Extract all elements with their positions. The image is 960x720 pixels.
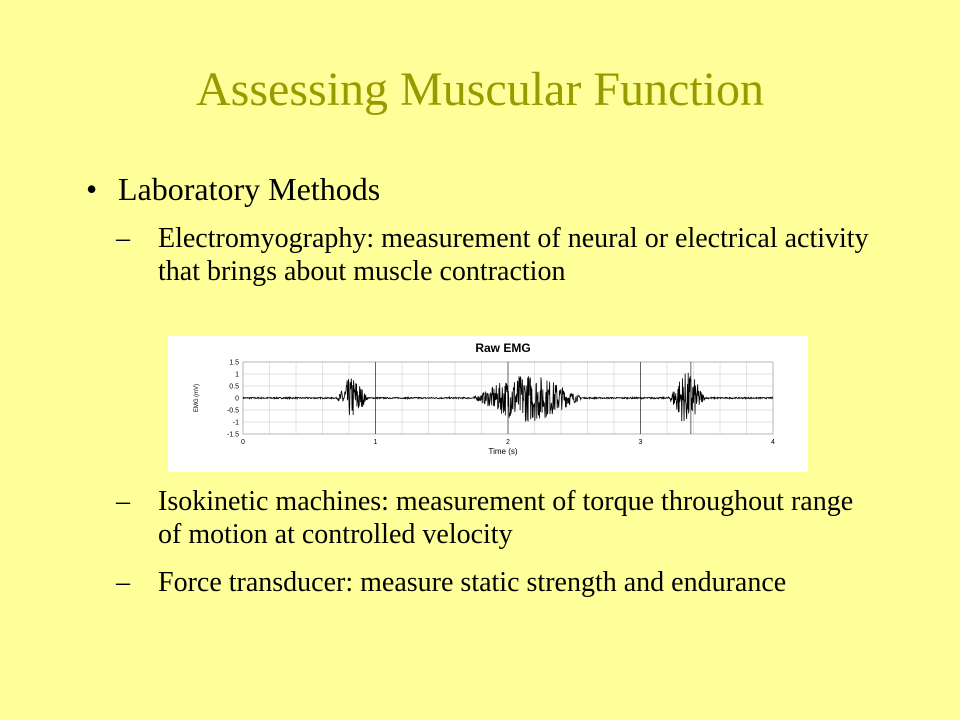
y-tick-label: 0.5 — [229, 383, 239, 391]
emg-chart-svg — [168, 336, 808, 472]
x-tick-label: 1 — [373, 439, 378, 446]
subitem-text: Force transducer: measure static strength and endurance — [158, 567, 787, 598]
y-tick-label: 1.5 — [229, 359, 239, 367]
raw-emg-chart — [168, 336, 808, 472]
chart-title: Raw EMG — [475, 341, 531, 355]
x-tick-label: 3 — [638, 439, 643, 446]
dash-marker: – — [116, 486, 130, 517]
dash-marker: – — [116, 223, 130, 254]
dash-marker: – — [116, 567, 130, 598]
x-tick-label: 2 — [506, 439, 510, 446]
slide-title: Assessing Muscular Function — [196, 63, 764, 116]
x-tick-label: 4 — [771, 439, 775, 446]
subitem-text: Electromyography: measurement of neural or electrical activity that brings about muscle contraction — [158, 223, 869, 287]
y-tick-label: -1.5 — [226, 431, 239, 439]
y-tick-label: 0 — [235, 395, 239, 403]
x-axis-label: Time (s) — [488, 447, 518, 456]
subitem-text: Isokinetic machines: measurement of torque throughout range of motion at controlled velocity — [158, 486, 854, 550]
bullet-text: Laboratory Methods — [118, 171, 381, 207]
bullet-dot: • — [86, 171, 98, 207]
x-tick-label: 0 — [241, 439, 245, 446]
subitem-force-transducer — [116, 566, 876, 599]
subitem-electromyography — [116, 222, 876, 288]
y-tick-label: -1 — [232, 419, 239, 427]
subitem-isokinetic-machines — [116, 485, 876, 551]
y-axis-label: EMG (mV) — [194, 383, 200, 413]
bullet-laboratory-methods — [86, 170, 380, 208]
y-tick-label: 1 — [235, 371, 239, 379]
y-tick-label: -0.5 — [226, 407, 239, 415]
